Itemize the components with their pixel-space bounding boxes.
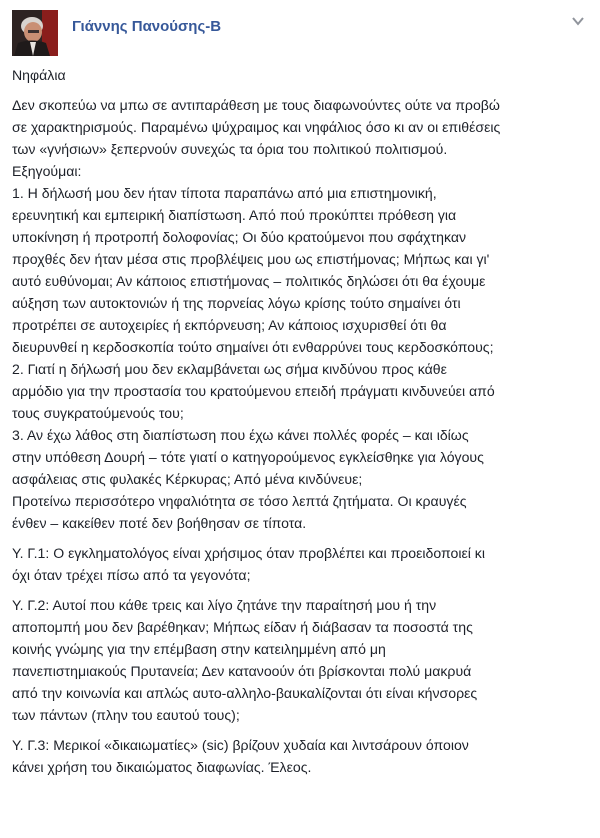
text-line: προχθές δεν ήταν μέσα στις προβλέψεις μου ως επιστήμονας; Μήπως και γι' [12,251,490,267]
text-line: ερευνητική και εμπειρική διαπίστωση. Από πού προκύπτει πρόθεση για [12,207,457,223]
text-line: κοινής γνώμης για την επέμβαση στην κατειλημμένη από μη [12,641,386,657]
text-line: Προτείνω περισσότερο νηφαλιότητα σε τόσο λεπτά ζητήματα. Οι κραυγές [12,493,467,509]
text-line: κάνει χρήση του δικαιώματος διαφωνίας. Έλεος. [12,759,312,775]
text-line: των «γνήσιων» ξεπερνούν συνεχώς τα όρια του πολιτικού πολιτισμού. [12,141,448,157]
text-line: αύξηση των αυτοκτονιών ή της πορνείας λόγω κρίσης τούτο σημαίνει ότι [12,295,461,311]
text-line: προτρέπει σε αυτοχειρίες ή εκπόρνευση; Αν κάποιος ισχυρισθεί ότι θα [12,317,447,333]
text-line: Υ. Γ.1: Ο εγκληματολόγος είναι χρήσιμος όταν προβλέπει και προειδοποιεί κι [12,545,485,561]
text-line: όχι όταν τρέχει πίσω από τα γεγονότα; [12,567,251,583]
text-line: των πάντων (πλην του εαυτού τους); [12,707,240,723]
text-line: υποκίνηση ή προτροπή δολοφονίας; Οι δύο κρατούμενοι που σφάχτηκαν [12,229,467,245]
text-line: Υ. Γ.3: Μερικοί «δικαιωματίες» (sic) βρίζουν χυδαία και λιντσάρουν όποιον [12,737,469,753]
text-line: Δεν σκοπεύω να μπω σε αντιπαράθεση με τους διαφωνούντες ούτε να προβώ [12,97,500,113]
post-author-name[interactable]: Γιάννης Πανούσης-Β [72,18,222,35]
post-title: Νηφάλια [12,67,66,83]
text-line: πανεπιστημιακούς Πρυτανεία; Δεν κατανοούν ότι βρίσκονται πολύ μακρυά [12,663,472,679]
text-line: σε χαρακτηρισμούς. Παραμένω ψύχραιμος και νηφάλιος όσο κι αν οι επιθέσεις [12,119,501,135]
post-paragraph [12,734,592,778]
text-line: στην υπόθεση Δουρή – τότε γιατί ο κατηγορούμενος εγκλείσθηκε για λόγους [12,449,484,465]
text-line: 2. Γιατί η δήλωσή μου δεν εκλαμβάνεται ως σήμα κινδύνου προς κάθε [12,361,447,377]
chevron-down-icon[interactable] [572,16,584,26]
text-line: αυτό ευθύνομαι; Αν κάποιος επιστήμονας – πολιτικός δηλώσει ότι θα έχουμε [12,273,486,289]
post-paragraph [12,94,592,534]
text-line: αρμόδιο για την προστασία του κρατούμενου επειδή πράγματι κινδυνεύει από [12,383,495,399]
text-line: ένθεν – κακείθεν ποτέ δεν βοήθησαν σε τίποτα. [12,515,307,531]
post-body [12,64,592,786]
post-paragraph [12,594,592,726]
text-line: 1. Η δήλωσή μου δεν ήταν τίποτα παραπάνω από μια επιστημονική, [12,185,437,201]
avatar[interactable] [12,10,58,56]
text-line: Εξηγούμαι: [12,163,82,179]
text-line: 3. Αν έχω λάθος στη διαπίστωση που έχω κάνει πολλές φορές – και ιδίως [12,427,469,443]
post-paragraph [12,542,592,586]
profile-photo-icon [12,10,58,56]
text-line: αποπομπή μου δεν βαρέθηκαν; Μήπως είδαν ή διάβασαν τα ποσοστά της [12,619,473,635]
text-line: από την κοινωνία και απλώς αυτο-αλληλο-βαυκαλίζονται ότι είναι κήνσορες [12,685,478,701]
text-line: ασφάλειας στις φυλακές Κέρκυρας; Από μένα κινδύνευε; [12,471,363,487]
post-header [12,10,588,56]
post-text [12,94,592,778]
text-line: διευρυνθεί η κερδοσκοπία τούτο σημαίνει ότι ενθαρρύνει τους κερδοσκόπους; [12,339,494,355]
text-line: Υ. Γ.2: Αυτοί που κάθε τρεις και λίγο ζητάνε την παραίτησή μου ή την [12,597,437,613]
text-line: τους συγκρατούμενούς του; [12,405,184,421]
